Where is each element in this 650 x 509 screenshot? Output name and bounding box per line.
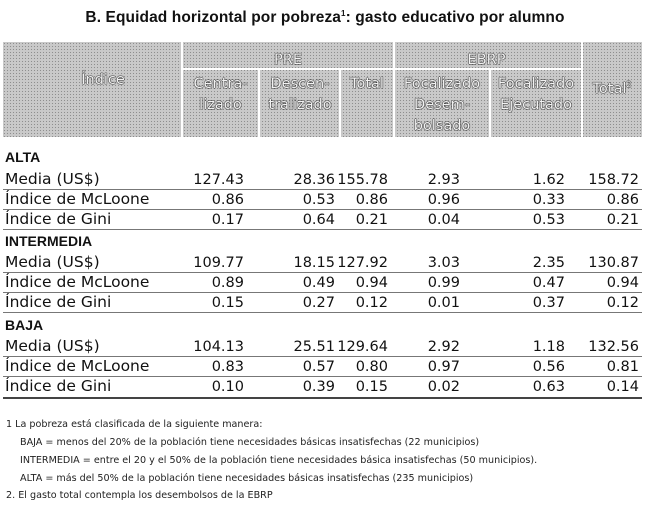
table-cell: 0.81 [606, 359, 639, 375]
table-cell: 28.36 [293, 172, 335, 188]
row-label: Índice de McLoone [5, 357, 150, 375]
row-label: Media (US$) [5, 253, 100, 271]
table-cell: 0.49 [302, 275, 335, 291]
row-divider [3, 229, 642, 230]
header-col-total-pre: Total [350, 76, 384, 92]
table-cell: 0.56 [532, 359, 565, 375]
header-divider [339, 69, 341, 137]
row-label: Índice de Gini [5, 293, 112, 311]
header-col-descentralizado: Descen- tralizado [268, 76, 332, 113]
footnote: 2. El gasto total contempla los desembolsos de la EBRP [6, 490, 273, 501]
table-cell: 0.94 [355, 275, 388, 291]
table-cell: 0.21 [606, 212, 639, 228]
row-label: Índice de Gini [5, 210, 112, 228]
header-index: Índice [81, 72, 125, 88]
table-cell: 0.86 [606, 192, 639, 208]
table-cell: 132.56 [588, 339, 639, 355]
table-cell: 0.83 [211, 359, 244, 375]
footnote: ALTA = más del 50% de la población tiene necesidades básicas insatisfechas (235 municipios) [20, 473, 474, 484]
table-cell: 0.94 [606, 275, 639, 291]
table-cell: 0.57 [302, 359, 335, 375]
table-cell: 127.92 [337, 255, 388, 271]
header-col-focalizado-ejecutado: Focalizado Ejecutado [497, 76, 575, 113]
table-cell: 0.17 [211, 212, 244, 228]
table-cell: 1.18 [532, 339, 565, 355]
row-label: Media (US$) [5, 170, 100, 188]
header-divider [581, 42, 583, 137]
table-cell: 0.37 [532, 295, 565, 311]
table-cell: 0.10 [211, 379, 244, 395]
row-label: Índice de McLoone [5, 190, 150, 208]
table-cell: 0.63 [532, 379, 565, 395]
row-divider [3, 312, 642, 313]
table-cell: 0.01 [427, 295, 460, 311]
table-cell: 0.99 [427, 275, 460, 291]
table-cell: 0.12 [355, 295, 388, 311]
header-group-ebrp: EBRP [467, 52, 506, 68]
table-cell: 0.53 [302, 192, 335, 208]
footnote: 1 La pobreza está clasificada de la siguiente manera: [6, 419, 263, 430]
table-cell: 0.12 [606, 295, 639, 311]
table-cell: 0.33 [532, 192, 565, 208]
table-cell: 109.77 [193, 255, 244, 271]
table-cell: 0.15 [355, 379, 388, 395]
table-cell: 0.04 [427, 212, 460, 228]
table-cell: 0.39 [302, 379, 335, 395]
table-cell: 104.13 [193, 339, 244, 355]
table-cell: 2.35 [532, 255, 565, 271]
header-divider [393, 42, 395, 137]
table-cell: 18.15 [293, 255, 335, 271]
table-cell: 130.87 [588, 255, 639, 271]
table-cell: 0.86 [355, 192, 388, 208]
table-bottom-rule [3, 397, 642, 399]
header-col-focalizado-desembolsado: Focalizado Desem- bolsado [403, 76, 481, 134]
table-cell: 1.62 [532, 172, 565, 188]
footnote: BAJA = menos del 20% de la población tiene necesidades básicas insatisfechas (22 municipios) [20, 437, 480, 448]
table-cell: 0.15 [211, 295, 244, 311]
table-cell: 2.93 [427, 172, 460, 188]
footnote: INTERMEDIA = entre el 20 y el 50% de la población tiene necesidades básica insatisfechas (50 municipios). [20, 455, 538, 466]
row-label: Media (US$) [5, 337, 100, 355]
table-cell: 0.97 [427, 359, 460, 375]
header-divider [181, 68, 583, 70]
table-cell: 3.03 [427, 255, 460, 271]
table-cell: 0.02 [427, 379, 460, 395]
table-cell: 0.96 [427, 192, 460, 208]
table-title: B. Equidad horizontal por pobreza$^1$: gasto educativo por alumno [85, 9, 565, 27]
header-divider [181, 42, 183, 137]
header-group-pre: PRE [274, 52, 302, 68]
section-title: ALTA [5, 149, 41, 165]
table-cell: 0.47 [532, 275, 565, 291]
table-header [3, 42, 642, 137]
header-col-centralizado: Centra- lizado [193, 76, 248, 113]
table-cell: 129.64 [337, 339, 388, 355]
table-cell: 155.78 [337, 172, 388, 188]
section-title: INTERMEDIA [5, 233, 93, 249]
table-cell: 0.21 [355, 212, 388, 228]
header-divider [489, 69, 491, 137]
header-divider [258, 69, 260, 137]
table-cell: 0.80 [355, 359, 388, 375]
table-cell: 0.27 [302, 295, 335, 311]
table-cell: 0.14 [606, 379, 639, 395]
table-cell: 158.72 [588, 172, 639, 188]
table-cell: 25.51 [293, 339, 335, 355]
table-cell: 0.53 [532, 212, 565, 228]
table-cell: 2.92 [427, 339, 460, 355]
table-cell: 0.64 [302, 212, 335, 228]
table-cell: 127.43 [193, 172, 244, 188]
row-label: Índice de McLoone [5, 273, 150, 291]
row-label: Índice de Gini [5, 377, 112, 395]
header-col-total: Total$^2$ [592, 80, 632, 97]
section-title: BAJA [5, 317, 44, 333]
table-cell: 0.86 [211, 192, 244, 208]
table-cell: 0.89 [211, 275, 244, 291]
